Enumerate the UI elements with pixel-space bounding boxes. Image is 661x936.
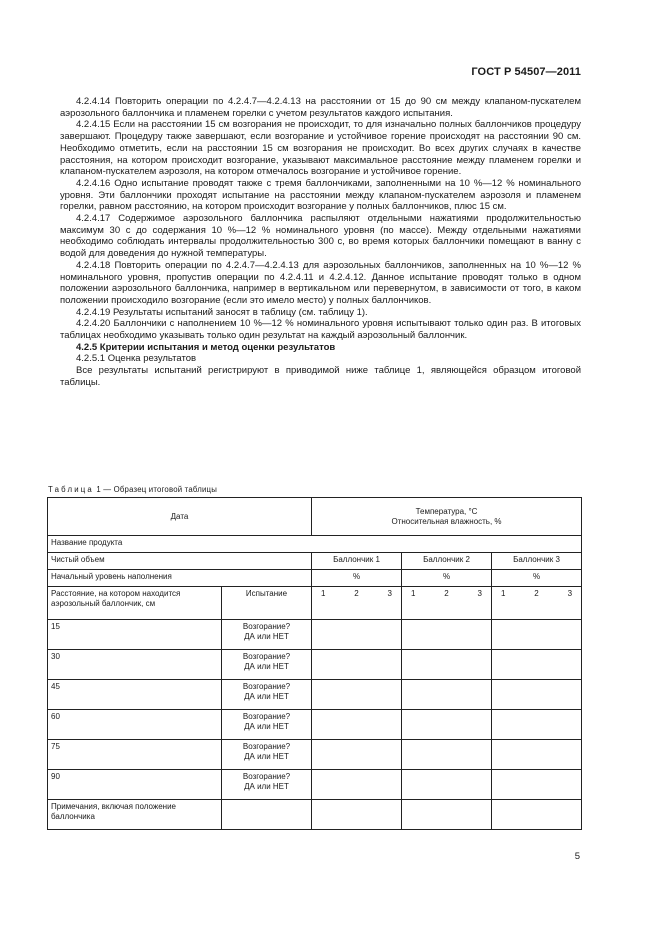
trials-can-3: [492, 587, 582, 620]
caption-word: Таблица: [48, 485, 94, 494]
fill-percent-2: %: [402, 570, 492, 587]
trial-number: 2: [354, 589, 359, 598]
fill-level-label: Начальный уровень наполнения: [48, 570, 312, 587]
test-cell: Возгорание? ДА или НЕТ: [222, 740, 312, 770]
result-cell: [312, 770, 402, 800]
distance-value: 90: [48, 770, 222, 800]
product-name-cell: Название продукта: [48, 536, 582, 553]
distance-value: 15: [48, 620, 222, 650]
paragraph: 4.2.5.1 Оценка результатов: [76, 353, 197, 365]
table-row: [48, 770, 582, 800]
notes-cell: [222, 800, 312, 830]
result-cell: [492, 620, 582, 650]
can-2-label: Баллончик 2: [402, 553, 492, 570]
caption-text: 1 — Образец итоговой таблицы: [93, 485, 217, 494]
result-cell: [402, 620, 492, 650]
fill-percent-3: %: [492, 570, 582, 587]
notes-cell: [492, 800, 582, 830]
summary-table: [47, 497, 582, 830]
result-cell: [492, 710, 582, 740]
body-text: [60, 96, 581, 389]
result-cell: [492, 770, 582, 800]
test-cell: Возгорание? ДА или НЕТ: [222, 710, 312, 740]
distance-value: 30: [48, 650, 222, 680]
result-cell: [492, 740, 582, 770]
trials-can-1: [312, 587, 402, 620]
result-cell: [402, 680, 492, 710]
paragraph: 4.2.4.14 Повторить операции по 4.2.4.7—4.2.4.13 на расстоянии от 15 до 90 см между клапаном-пускателем аэрозольного баллончика и пламенем горелки с учетом результатов каждого испытания.: [60, 96, 581, 119]
trial-number: 1: [321, 589, 326, 598]
distance-header: Расстояние, на котором находится аэрозольный баллончик, см: [48, 587, 222, 620]
paragraph: 4.2.4.18 Повторить операции по 4.2.4.7—4.2.4.13 для аэрозольных баллончиков, заполненных на 10 %—12 % номинального уровня, пропустив операции по 4.2.4.11 и 4.2.4.12. Данное испытание проводят только в одном положении аэрозольного баллончика, например в вертикальном или перевернутом, в зависимости от того, в каком положении происходило возгорание (если это имело место) у полных баллончиков.: [60, 259, 581, 306]
table-row: [48, 620, 582, 650]
paragraph: 4.2.4.15 Если на расстоянии 15 см возгорания не происходит, то для изначально полных баллончиков процедуру завершают. Процедуру также завершают, если возгорание и устойчивое горение происходят на расстоянии 90 см. Необходимо отметить, если на расстоянии 15 см возгорания не происходит. Во всех других случаях в качестве расстояния, на котором происходит возгорание, указывают максимальное расстояние между пламенем горелки и клапаном-пускателем аэрозоля, на котором отмечалось возгорание и устойчивое горение.: [60, 119, 581, 178]
distance-value: 45: [48, 680, 222, 710]
notes-label: Примечания, включая положение баллончика: [48, 800, 222, 830]
test-cell: Возгорание? ДА или НЕТ: [222, 770, 312, 800]
test-cell: Возгорание? ДА или НЕТ: [222, 680, 312, 710]
trial-number: 1: [411, 589, 416, 598]
trials-can-2: [402, 587, 492, 620]
result-cell: [492, 680, 582, 710]
paragraph: 4.2.4.20 Баллончики с наполнением 10 %—12 % номинального уровня испытывают только один раз. В итоговых таблицах необходимо указывать только один результат на каждый аэрозольный баллончик.: [60, 318, 581, 342]
trial-number: 1: [501, 589, 506, 598]
net-volume-label: Чистый объем: [48, 553, 312, 570]
distance-value: 75: [48, 740, 222, 770]
trial-number: 3: [567, 589, 573, 598]
trial-number: 3: [387, 589, 392, 598]
result-cell: [402, 650, 492, 680]
result-cell: [402, 740, 492, 770]
can-1-label: Баллончик 1: [312, 553, 402, 570]
standard-header: ГОСТ Р 54507—2011: [471, 66, 581, 78]
table-row: [48, 710, 582, 740]
test-header: Испытание: [222, 587, 312, 620]
temperature-label: Температура, °С: [415, 506, 478, 516]
date-cell: Дата: [48, 498, 312, 536]
humidity-label: Относительная влажность, %: [391, 516, 502, 526]
result-cell: [312, 620, 402, 650]
table-row: [48, 800, 582, 830]
table-row: [48, 650, 582, 680]
test-cell: Возгорание? ДА или НЕТ: [222, 650, 312, 680]
paragraph: Все результаты испытаний регистрируют в приводимой ниже таблице 1, являющейся образцом итоговой таблицы.: [60, 365, 581, 388]
paragraph: 4.2.4.17 Содержимое аэрозольного баллончика распыляют отдельными нажатиями продолжительностью максимум 30 с до содержания 10 %—12 % номинального уровня (по массе). Между отдельными нажатиями необходимо соблюдать интервалы продолжительностью 300 с, во время которых баллончики помещают в ванну с водой для доведения до нужной температуры.: [60, 213, 581, 260]
page-number: 5: [574, 851, 580, 862]
result-cell: [402, 770, 492, 800]
table-caption: [48, 485, 217, 494]
result-cell: [312, 740, 402, 770]
trial-number: 2: [534, 589, 539, 598]
result-cell: [312, 710, 402, 740]
notes-cell: [312, 800, 402, 830]
trial-number: 3: [477, 589, 482, 598]
distance-value: 60: [48, 710, 222, 740]
test-cell: Возгорание? ДА или НЕТ: [222, 620, 312, 650]
conditions-cell: [312, 498, 582, 536]
can-3-label: Баллончик 3: [492, 553, 582, 570]
notes-cell: [402, 800, 492, 830]
result-cell: [312, 650, 402, 680]
trial-number: 2: [444, 589, 449, 598]
section-heading: 4.2.5 Критерии испытания и метод оценки результатов: [76, 341, 336, 353]
table-row: [48, 740, 582, 770]
result-cell: [402, 710, 492, 740]
paragraph: 4.2.4.16 Одно испытание проводят также с тремя баллончиками, заполненными на 10 %—12 % номинального уровня. Эти баллончики проходят испытание на расстоянии между клапаном-пускателем аэрозоля и пламенем горелки, равном расстоянию, на котором происходит возгорание у полных баллончиков, плюс 15 см.: [60, 177, 581, 213]
result-cell: [312, 680, 402, 710]
paragraph: 4.2.4.19 Результаты испытаний заносят в таблицу (см. таблицу 1).: [76, 306, 368, 318]
fill-percent-1: %: [312, 570, 402, 587]
table-row: [48, 680, 582, 710]
result-cell: [492, 650, 582, 680]
